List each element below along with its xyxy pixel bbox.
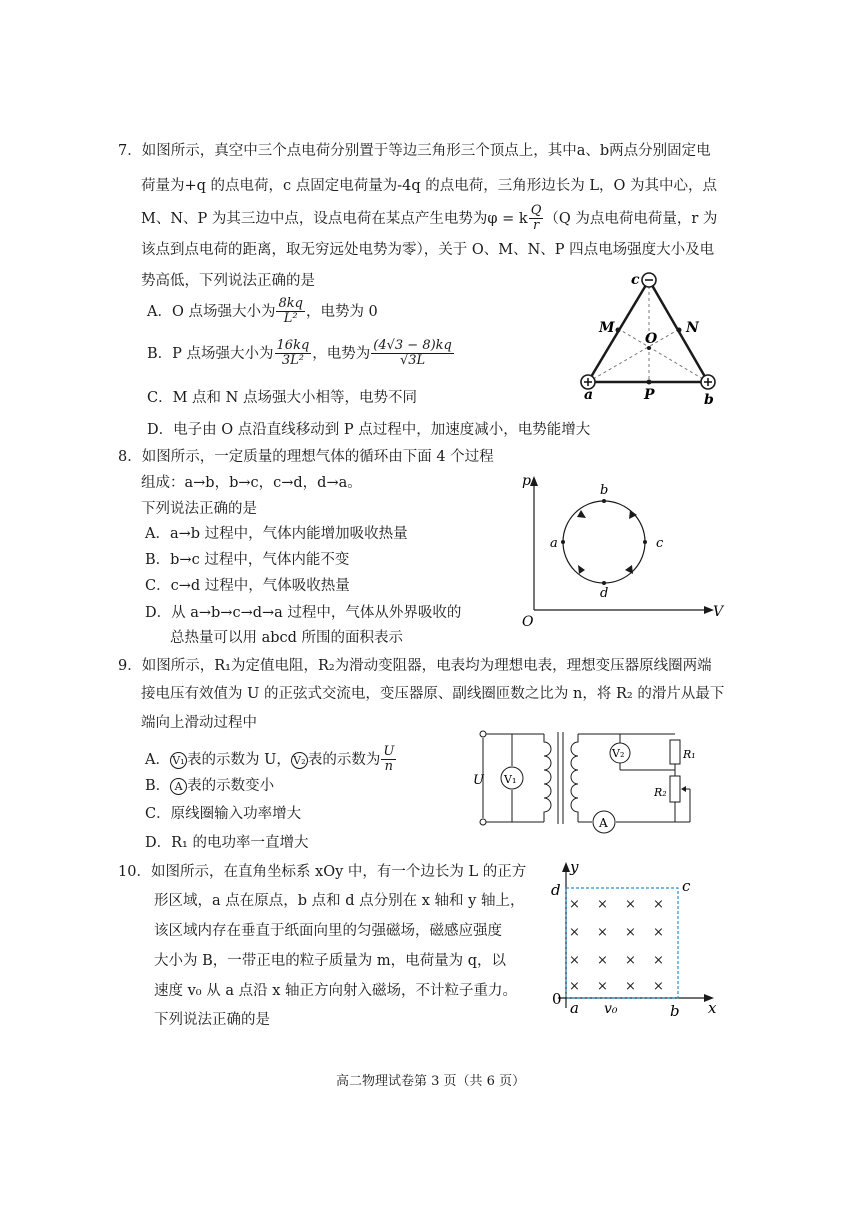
q9-option-a (145, 745, 397, 775)
arrow-da (578, 565, 585, 574)
point-N (677, 328, 682, 333)
label-b: b (704, 392, 714, 408)
point-c (643, 540, 647, 544)
q8-option-d-line2: 总热量可以用 abcd 所围的面积表示 (170, 630, 404, 646)
cross: × (569, 897, 580, 912)
q8-line3: 下列说法正确的是 (141, 501, 257, 517)
q9-option-b-label: B． (145, 778, 171, 794)
cross: × (653, 953, 664, 968)
q10-line5: 速度 v₀ 从 a 点沿 x 轴正方向射入磁场，不计粒子重力。 (154, 983, 517, 999)
q7-line4: 该点到点电荷的距离，取无穷远处电势为零），关于 O、M、N、P 四点电场强度大小及电 (141, 242, 715, 258)
label-N: N (686, 320, 699, 336)
cross: × (653, 925, 664, 940)
resistor-r1 (670, 740, 680, 764)
cross: × (569, 925, 580, 940)
rheostat-slider-arrow (681, 786, 686, 792)
q7-triangle-figure (570, 266, 730, 406)
cross: × (597, 979, 608, 994)
cross: × (597, 953, 608, 968)
q7-option-b-fraction2 (371, 339, 454, 369)
field-crosses (569, 897, 664, 994)
q7-line3-text-a: M、N、P 为其三边中点，设点电荷在某点产生电势为φ = k (141, 210, 528, 227)
q7-potential-fraction (529, 204, 544, 234)
point-M (616, 328, 621, 333)
label-A: A (599, 816, 608, 830)
q10-line2: 形区域，a 点在原点，b 点和 d 点分别在 x 轴和 y 轴上， (154, 893, 525, 909)
label-P: P (644, 387, 655, 403)
ammeter-icon: A (170, 778, 187, 795)
q9-option-a-den: n (384, 759, 393, 775)
point-P (647, 380, 652, 385)
q7-option-b-num: 16kq (276, 338, 310, 353)
cross: × (653, 897, 664, 912)
voltmeter-v2-icon: V₂ (291, 752, 308, 769)
cross: × (625, 953, 636, 968)
label-V: V (713, 604, 724, 620)
cross: × (625, 925, 636, 940)
q7-line3-text-b: （Q 为点电荷电荷量，r 为 (544, 210, 718, 227)
label-zero: 0 (552, 990, 562, 1008)
terminal-top (480, 731, 486, 737)
label-a: a (584, 387, 594, 403)
q7-frac-num: Q (530, 203, 542, 218)
cross: × (569, 953, 580, 968)
q9-option-b-text: 表的示数变小 (187, 778, 275, 794)
triangle-dashed-median-b (617, 328, 708, 382)
q7-option-a-text-b: ，电势为 0 (305, 303, 378, 320)
q7-option-b-num2: (4√3 − 8)kq (373, 338, 452, 353)
q7-option-a (147, 297, 378, 327)
q9-option-a-text: 表的示数为 U， (186, 751, 291, 768)
q9-line1: 9．如图所示，R₁为定值电阻，R₂为滑动变阻器，电表均为理想电表，理想变压器原线圈两端 (118, 658, 712, 674)
terminal-bottom (480, 819, 486, 825)
q10-line3: 该区域内存在垂直于纸面向里的匀强磁场，磁感应强度 (154, 923, 502, 939)
q7-option-b-den: 3L² (281, 353, 304, 369)
label-R1: R₁ (683, 748, 696, 761)
cross: × (653, 979, 664, 994)
q7-line5: 势高低，下列说法正确的是 (141, 273, 315, 289)
q8-pv-figure (520, 470, 730, 630)
cross: × (625, 979, 636, 994)
secondary-coil (571, 734, 578, 822)
q7-line1: 7．如图所示，真空中三个点电荷分别置于等边三角形三个顶点上，其中a、b两点分别固定电 (118, 143, 711, 159)
arrow-ab (577, 510, 586, 518)
q7-option-b-fraction (275, 339, 312, 369)
label-v0: v₀ (604, 1001, 618, 1017)
q9-option-b (145, 778, 274, 795)
q10-line6: 下列说法正确的是 (154, 1012, 270, 1028)
q10-line4: 大小为 B，一带正电的粒子质量为 m，电荷量为 q，以 (154, 953, 507, 969)
q7-option-a-num: 8kq (278, 296, 303, 311)
q8-line2: 组成：a→b，b→c，c→d，d→a。 (141, 475, 362, 491)
q8-option-b: B．b→c 过程中，气体内能不变 (145, 552, 350, 568)
q8-option-d-line1: D．从 a→b→c→d→a 过程中，气体从外界吸收的 (145, 605, 462, 621)
q8-line1: 8．如图所示，一定质量的理想气体的循环由下面 4 个过程 (118, 449, 494, 465)
q7-option-a-text: A．O 点场强大小为 (147, 303, 276, 320)
q7-option-b-den2: √3L (399, 353, 426, 369)
cross: × (597, 925, 608, 940)
label-c: c (682, 877, 691, 895)
triangle-dashed-median-a (588, 328, 681, 382)
q7-option-a-fraction (276, 297, 304, 327)
q9-option-d: D．R₁ 的电功率一直增大 (145, 835, 309, 851)
label-O: O (522, 614, 534, 630)
y-axis-arrow (562, 862, 570, 872)
point-d (602, 581, 606, 585)
point-b (602, 499, 606, 503)
cross: × (569, 979, 580, 994)
arrow-bc (629, 510, 637, 519)
label-y: y (570, 858, 579, 876)
label-V1: V₁ (504, 773, 517, 786)
label-a: a (570, 999, 579, 1017)
q9-option-c: C．原线圈输入功率增大 (145, 806, 302, 822)
q7-option-c: C．M 点和 N 点场强大小相等，电势不同 (147, 390, 417, 406)
page-footer: 高二物理试卷第 3 页（共 6 页） (336, 1074, 526, 1089)
q7-option-b-text-b: ，电势为 (312, 345, 371, 362)
label-d: d (551, 881, 561, 899)
q9-option-a-text-c: 表的示数为 (307, 751, 381, 768)
label-U: U (473, 773, 484, 788)
q8-option-a: A．a→b 过程中，气体内能增加吸收热量 (145, 526, 408, 542)
label-b: b (600, 483, 609, 498)
label-O: O (645, 331, 658, 347)
label-M: M (599, 320, 615, 336)
label-c: c (656, 536, 664, 551)
q9-option-a-num: U (383, 744, 395, 759)
q9-line2: 接电压有效值为 U 的正弦式交流电，变压器原、副线圈匝数之比为 n，将 R₂ 的滑片从最下 (141, 686, 725, 702)
p-axis-arrow (530, 476, 538, 486)
voltmeter-v1-icon: V₁ (170, 752, 187, 769)
label-c: c (631, 272, 640, 288)
q7-frac-den: r (532, 218, 540, 234)
q7-option-b (147, 339, 455, 369)
label-p: p (522, 473, 531, 489)
q10-field-figure (548, 858, 728, 1018)
q7-line3 (141, 204, 717, 234)
label-a: a (550, 536, 558, 551)
primary-coil (544, 734, 551, 822)
q9-circuit-figure (470, 728, 710, 838)
q7-option-d: D．电子由 O 点沿直线移动到 P 点过程中，加速度减小，电势能增大 (147, 422, 591, 438)
cross: × (625, 897, 636, 912)
q8-option-c: C．c→d 过程中，气体吸收热量 (145, 578, 350, 594)
rheostat-r2 (670, 776, 680, 802)
q7-option-a-den: L² (283, 311, 298, 327)
q9-option-a-label: A． (145, 751, 170, 768)
label-d: d (600, 586, 609, 601)
label-x: x (708, 999, 717, 1017)
q7-line2: 荷量为+q 的点电荷，c 点固定电荷量为-4q 的点电荷，三角形边长为 L，O 为其中心，点 (141, 178, 718, 194)
label-b: b (670, 1002, 680, 1020)
arrow-cd (625, 565, 633, 574)
label-R2: R₂ (654, 786, 667, 799)
point-a (561, 540, 565, 544)
q9-option-a-fraction (381, 745, 396, 775)
cross: × (597, 897, 608, 912)
q9-line3: 端向上滑动过程中 (141, 715, 257, 731)
label-V2: V₂ (612, 747, 625, 760)
q7-option-b-text: B．P 点场强大小为 (147, 345, 274, 362)
q10-line1: 10．如图所示，在直角坐标系 xOy 中，有一个边长为 L 的正方 (118, 864, 527, 880)
